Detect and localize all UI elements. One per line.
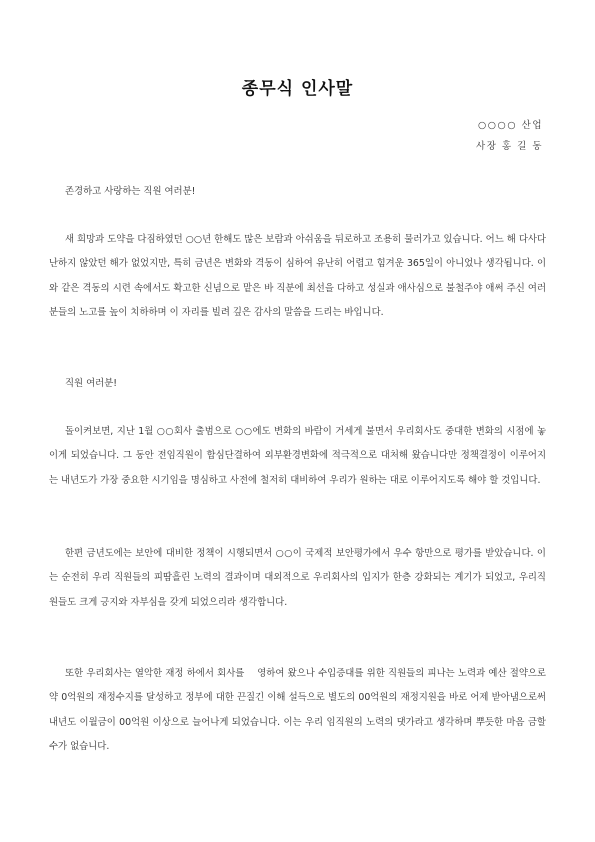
body-paragraph-4-text: 또한 우리회사는 열악한 재정 하에서 회사를 영하여 왔으나 수입증대를 위한 직원들의 피나는 노력과 예산 절약으로 약 0억원의 재정수지를 달성하고 정부에 대한 끈질긴 이해 설득으로 별도의 00억원의 재정지원을 바로 어제 받아냄으로써 내년도 이월금이 00억원 이상으로 늘어나게 되었습니다. 이는 우리 임직원의 노력의 댓가라고 생각하며 뿌듯한 마음 금할 수가 없습니다. [49,668,546,752]
greeting-text: 존경하고 사랑하는 직원 여러분! [65,186,196,197]
address-paragraph [49,372,546,396]
sender-organization: ○○○○ 산업 [477,120,543,131]
sender-block [476,115,543,157]
body-paragraph-2 [49,420,546,493]
document-title: 종무식 인사말 [241,79,354,99]
greeting-paragraph [49,180,546,204]
body-paragraph-4 [49,662,546,759]
body-paragraph-3-text: 한편 금년도에는 보안에 대비한 정책이 시행되면서 ○○이 국제적 보안평가에서 우수 항만으로 평가를 받았습니다. 이는 순전히 우리 직원들의 피땀흘린 노력의 결과이며 대외적으로 우리회사의 입지가 한층 강화되는 계기가 되었고, 우리직원들도 크게 긍지와 자부심을 갖게 되었으리라 생각합니다. [49,548,546,608]
body-paragraph-2-text: 돌이켜보면, 지난 1월 ○○회사 출범으로 ○○에도 변화의 바람이 거세게 불면서 우리회사도 중대한 변화의 시점에 놓이게 되었습니다. 그 동안 전임직원이 합심단결하여 외부환경변화에 적극적으로 대처해 왔습니다만 정책결정이 이루어지는 내년도가 가장 중요한 시기임을 명심하고 사전에 철저히 대비하여 우리가 원하는 대로 이루어지도록 해야 할 것입니다. [49,426,546,486]
body-paragraph-1 [49,228,546,325]
sender-signer: 사장 홍 길 동 [476,141,543,152]
address-text: 직원 여러분! [65,378,118,389]
body-paragraph-1-text: 새 희망과 도약을 다짐하였던 ○○년 한해도 많은 보람과 아쉬움을 뒤로하고 조용히 물러가고 있습니다. 어느 해 다사다난하지 않았던 해가 없었지만, 특히 금년은 변화와 격동이 심하여 유난히 어렵고 힘겨운 365일이 아니었나 생각됩니다. 이와 같은 격동의 시련 속에서도 확고한 신념으로 맡은 바 직분에 최선을 다하고 성실과 애사심으로 불철주야 애써 주신 여러분들의 노고를 높이 치하하며 이 자리를 빌려 깊은 감사의 말씀을 드리는 바입니다. [49,234,546,318]
body-paragraph-3 [49,542,546,615]
